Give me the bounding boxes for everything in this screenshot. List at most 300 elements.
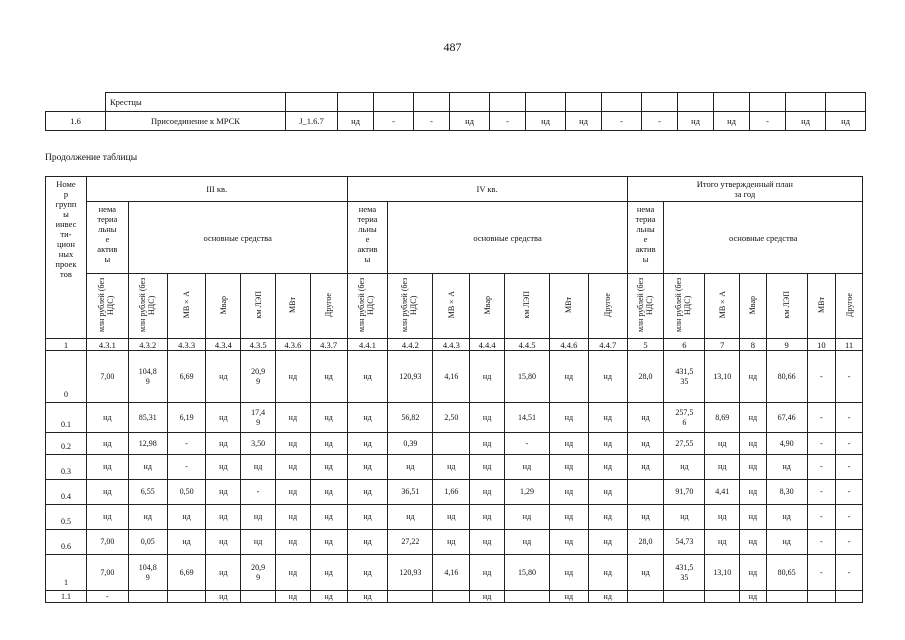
table-cell: нд <box>86 433 128 455</box>
table-cell: 15,80 <box>504 351 549 403</box>
unit-header <box>206 274 241 339</box>
table-cell: нд <box>588 555 627 591</box>
table-cell: 27,22 <box>388 530 433 555</box>
row-group-number: 0.3 <box>46 455 87 480</box>
table-cell: нд <box>275 403 310 433</box>
group-header-line: проек <box>55 259 77 269</box>
column-number: 7 <box>705 339 740 351</box>
column-number: 4.4.5 <box>504 339 549 351</box>
table-cell: 14,51 <box>504 403 549 433</box>
table-cell: нд <box>740 403 767 433</box>
unit-header-label: Мвар <box>482 295 492 315</box>
group-header-line: ти- <box>60 229 72 239</box>
table-row <box>46 591 863 603</box>
table-cell: нд <box>549 433 588 455</box>
row-group-number: 0.1 <box>46 403 87 433</box>
table-cell: нд <box>470 505 505 530</box>
table-cell <box>627 480 664 505</box>
unit-header <box>167 274 206 339</box>
table-cell: нд <box>740 530 767 555</box>
table-cell: нд <box>705 433 740 455</box>
table-cell: нд <box>310 530 347 555</box>
top-row-code: J_1.6.7 <box>286 112 338 131</box>
intangible-header-line: териа <box>97 214 118 224</box>
table-cell: нд <box>549 480 588 505</box>
intangible-header-line: льны <box>636 224 655 234</box>
top-row-krestsy <box>46 93 866 112</box>
unit-header <box>275 274 310 339</box>
intangible-header-line: актив <box>97 244 118 254</box>
unit-header-label: км ЛЭП <box>253 291 263 319</box>
header-row-column-numbers <box>46 339 863 351</box>
table-cell: 0,05 <box>128 530 167 555</box>
total-header-line1: Итого утвержденный план <box>696 179 793 189</box>
table-cell: 15,80 <box>504 555 549 591</box>
table-cell: 104,8 9 <box>128 351 167 403</box>
table-cell: 120,93 <box>388 351 433 403</box>
table-cell: - <box>807 505 836 530</box>
group-header-line: инвес <box>55 219 77 229</box>
row-group-number: 0.2 <box>46 433 87 455</box>
unit-header-label: МВт <box>288 297 298 313</box>
table-cell: нд <box>347 433 388 455</box>
top-cell: - <box>414 112 450 131</box>
table-cell: нд <box>740 480 767 505</box>
top-row-name: Присоединение к МРСК <box>106 112 286 131</box>
table-cell: нд <box>275 455 310 480</box>
top-cell: нд <box>338 112 374 131</box>
table-cell: - <box>836 433 863 455</box>
top-table-fragment <box>45 92 866 131</box>
group-header-line: ных <box>58 249 74 259</box>
table-cell: нд <box>433 455 470 480</box>
column-number: 10 <box>807 339 836 351</box>
group-header-line: Номе <box>56 179 76 189</box>
table-cell: нд <box>588 351 627 403</box>
table-cell: нд <box>549 591 588 603</box>
table-cell: - <box>807 455 836 480</box>
table-cell: нд <box>206 591 241 603</box>
table-cell: - <box>167 433 206 455</box>
table-cell: нд <box>206 480 241 505</box>
top-cell: - <box>490 112 526 131</box>
table-cell: нд <box>167 530 206 555</box>
table-cell <box>167 591 206 603</box>
top-row-mrsk <box>46 112 866 131</box>
intangible-header-line: е <box>365 234 370 244</box>
row-group-number: 0.5 <box>46 505 87 530</box>
fixed-assets-header-q3: основные средства <box>128 202 347 274</box>
top-cell: нд <box>786 112 826 131</box>
table-cell: - <box>807 555 836 591</box>
table-cell: 1,66 <box>433 480 470 505</box>
table-cell: нд <box>275 351 310 403</box>
table-row <box>46 555 863 591</box>
table-cell: нд <box>167 505 206 530</box>
table-cell: - <box>807 433 836 455</box>
column-number: 4.4.4 <box>470 339 505 351</box>
table-cell: - <box>836 480 863 505</box>
column-number: 6 <box>664 339 705 351</box>
column-number: 4.3.5 <box>241 339 276 351</box>
table-row <box>46 505 863 530</box>
table-cell: нд <box>388 455 433 480</box>
table-cell: нд <box>470 403 505 433</box>
unit-header-label: млн рублей (без НДС) <box>137 277 156 333</box>
column-number: 4.3.2 <box>128 339 167 351</box>
column-number: 11 <box>836 339 863 351</box>
column-number: 4.4.1 <box>347 339 388 351</box>
row-group-number: 0 <box>46 351 87 403</box>
intangible-header-line: актив <box>357 244 378 254</box>
group-header-line: ы <box>63 209 69 219</box>
total-header-line2: за год <box>734 189 756 199</box>
group-header-line: р <box>63 189 69 199</box>
table-cell: нд <box>766 530 807 555</box>
row-group-number: 1 <box>46 555 87 591</box>
table-cell: нд <box>627 455 664 480</box>
table-row <box>46 433 863 455</box>
group-header-line: тов <box>60 269 72 279</box>
table-cell: нд <box>766 505 807 530</box>
table-cell <box>627 591 664 603</box>
table-cell: - <box>807 530 836 555</box>
table-cell: 85,31 <box>128 403 167 433</box>
top-cell: - <box>374 112 414 131</box>
table-cell: нд <box>206 505 241 530</box>
table-cell <box>807 591 836 603</box>
table-cell: нд <box>549 530 588 555</box>
unit-header <box>433 274 470 339</box>
table-cell: нд <box>241 455 276 480</box>
unit-header-label: Другое <box>844 292 854 318</box>
table-cell: - <box>241 480 276 505</box>
table-cell: 28,0 <box>627 351 664 403</box>
table-cell: нд <box>310 555 347 591</box>
table-cell: 27,55 <box>664 433 705 455</box>
table-cell: 4,41 <box>705 480 740 505</box>
table-cell: - <box>836 351 863 403</box>
table-cell: нд <box>588 403 627 433</box>
table-cell: нд <box>206 530 241 555</box>
top-row-num: 1.6 <box>46 112 106 131</box>
unit-header <box>766 274 807 339</box>
table-cell <box>836 591 863 603</box>
unit-header <box>504 274 549 339</box>
unit-header <box>310 274 347 339</box>
unit-header <box>807 274 836 339</box>
table-cell: 54,73 <box>664 530 705 555</box>
table-cell: 0,50 <box>167 480 206 505</box>
unit-header-label: МВ×А <box>446 291 456 319</box>
table-cell: нд <box>588 433 627 455</box>
table-cell: 4,16 <box>433 351 470 403</box>
table-cell: нд <box>310 433 347 455</box>
table-cell: нд <box>549 403 588 433</box>
unit-header <box>388 274 433 339</box>
table-cell: нд <box>740 591 767 603</box>
table-cell: 3,50 <box>241 433 276 455</box>
table-cell: 431,5 35 <box>664 351 705 403</box>
table-cell <box>705 591 740 603</box>
unit-header-label: МВт <box>816 297 826 313</box>
table-cell: нд <box>275 433 310 455</box>
top-cell: - <box>602 112 642 131</box>
table-row <box>46 403 863 433</box>
table-cell: нд <box>86 403 128 433</box>
table-cell: нд <box>549 505 588 530</box>
table-cell: нд <box>588 505 627 530</box>
table-cell: нд <box>470 480 505 505</box>
table-cell: нд <box>588 530 627 555</box>
table-cell: нд <box>627 555 664 591</box>
table-cell <box>128 591 167 603</box>
intangible-header-line: льны <box>358 224 377 234</box>
table-cell: 6,19 <box>167 403 206 433</box>
unit-header-label: млн рублей (без НДС) <box>674 277 693 333</box>
table-cell: нд <box>549 555 588 591</box>
table-cell: нд <box>347 555 388 591</box>
unit-header <box>836 274 863 339</box>
intangible-header-line: нема <box>636 204 655 214</box>
table-cell: нд <box>766 455 807 480</box>
table-cell: нд <box>470 555 505 591</box>
table-cell: нд <box>310 591 347 603</box>
unit-header <box>128 274 167 339</box>
table-cell: 257,5 6 <box>664 403 705 433</box>
table-cell: нд <box>347 455 388 480</box>
table-cell: нд <box>310 480 347 505</box>
table-cell: нд <box>86 455 128 480</box>
table-cell: нд <box>470 591 505 603</box>
table-cell: нд <box>206 433 241 455</box>
table-cell: 6,55 <box>128 480 167 505</box>
table-cell: 431,5 35 <box>664 555 705 591</box>
table-cell <box>241 591 276 603</box>
intangible-header-line: ы <box>642 254 649 264</box>
table-cell: 8,30 <box>766 480 807 505</box>
table-cell: нд <box>275 505 310 530</box>
table-cell: 8,69 <box>705 403 740 433</box>
continuation-caption: Продолжение таблицы <box>45 153 138 163</box>
intangible-header-line: е <box>643 234 648 244</box>
table-cell: нд <box>86 480 128 505</box>
unit-header <box>705 274 740 339</box>
top-cell: нд <box>526 112 566 131</box>
table-cell: 20,9 9 <box>241 351 276 403</box>
table-cell: - <box>86 591 128 603</box>
unit-header <box>86 274 128 339</box>
unit-header-label: Мвар <box>748 295 758 315</box>
unit-header <box>470 274 505 339</box>
table-cell: нд <box>705 530 740 555</box>
table-cell: нд <box>470 351 505 403</box>
table-cell: 7,00 <box>86 530 128 555</box>
table-cell: нд <box>128 505 167 530</box>
unit-header <box>627 274 664 339</box>
table-cell: нд <box>740 505 767 530</box>
table-cell: нд <box>275 530 310 555</box>
table-cell: - <box>836 403 863 433</box>
table-cell: 0,39 <box>388 433 433 455</box>
table-cell: нд <box>740 433 767 455</box>
table-cell: 104,8 9 <box>128 555 167 591</box>
table-cell: нд <box>241 505 276 530</box>
table-cell: нд <box>347 591 388 603</box>
table-cell <box>664 591 705 603</box>
intangible-header-line: териа <box>357 214 378 224</box>
table-cell: 2,50 <box>433 403 470 433</box>
table-cell: нд <box>275 480 310 505</box>
table-cell: 56,82 <box>388 403 433 433</box>
table-cell: - <box>836 455 863 480</box>
table-cell: 6,69 <box>167 351 206 403</box>
table-cell: 4,90 <box>766 433 807 455</box>
table-cell: 67,46 <box>766 403 807 433</box>
intangible-header-line: нема <box>98 204 117 214</box>
top-cell: нд <box>450 112 490 131</box>
table-cell: нд <box>310 403 347 433</box>
table-cell: нд <box>347 351 388 403</box>
table-cell: нд <box>241 530 276 555</box>
table-cell: 6,69 <box>167 555 206 591</box>
fixed-assets-header-total: основные средства <box>664 202 863 274</box>
total-header <box>627 177 862 202</box>
table-cell <box>433 591 470 603</box>
table-cell: нд <box>588 591 627 603</box>
table-cell: нд <box>504 505 549 530</box>
table-cell: нд <box>740 351 767 403</box>
intangible-assets-header-total <box>627 202 664 274</box>
intangible-header-line: нема <box>358 204 377 214</box>
table-cell: нд <box>470 455 505 480</box>
column-number: 4.3.7 <box>310 339 347 351</box>
top-cell: нд <box>678 112 714 131</box>
unit-header-label: Другое <box>324 292 334 318</box>
table-cell: нд <box>504 455 549 480</box>
table-cell: - <box>167 455 206 480</box>
table-cell: - <box>504 433 549 455</box>
table-cell: 36,51 <box>388 480 433 505</box>
table-cell: 4,16 <box>433 555 470 591</box>
row-group-number: 0.6 <box>46 530 87 555</box>
table-cell: - <box>807 351 836 403</box>
table-cell <box>504 591 549 603</box>
intangible-assets-header-q4 <box>347 202 388 274</box>
table-cell: 1,29 <box>504 480 549 505</box>
group-header-line: цион <box>56 239 75 249</box>
table-cell: нд <box>206 455 241 480</box>
table-cell <box>766 591 807 603</box>
top-cell: нд <box>714 112 750 131</box>
intangible-header-line: териа <box>635 214 656 224</box>
fixed-assets-header-q4: основные средства <box>388 202 627 274</box>
unit-header-label: МВ×А <box>182 291 192 319</box>
group-number-header <box>46 177 87 339</box>
column-number: 4.4.7 <box>588 339 627 351</box>
table-cell: нд <box>275 591 310 603</box>
table-cell: нд <box>549 351 588 403</box>
unit-header-label: км ЛЭП <box>782 291 792 319</box>
column-number: 9 <box>766 339 807 351</box>
unit-header <box>740 274 767 339</box>
unit-header <box>241 274 276 339</box>
q4-header: IV кв. <box>347 177 627 202</box>
header-row-quarters <box>46 177 863 202</box>
table-row <box>46 351 863 403</box>
header-row-units <box>46 274 863 339</box>
unit-header-label: млн рублей (без НДС) <box>357 277 376 333</box>
header-row-asset-types <box>46 202 863 274</box>
table-cell: нд <box>549 455 588 480</box>
column-number: 4.3.4 <box>206 339 241 351</box>
unit-header-label: МВт <box>564 297 574 313</box>
table-cell: нд <box>388 505 433 530</box>
unit-header-label: млн рублей (без НДС) <box>97 277 116 333</box>
table-cell: 13,10 <box>705 351 740 403</box>
table-cell: нд <box>206 555 241 591</box>
table-cell: нд <box>433 505 470 530</box>
table-cell: нд <box>310 505 347 530</box>
unit-header <box>664 274 705 339</box>
table-cell: 120,93 <box>388 555 433 591</box>
intangible-header-line: ы <box>364 254 371 264</box>
table-cell: нд <box>705 505 740 530</box>
row-group-number: 0.4 <box>46 480 87 505</box>
table-cell: нд <box>627 505 664 530</box>
intangible-header-line: актив <box>635 244 656 254</box>
table-cell: - <box>807 480 836 505</box>
table-cell: нд <box>347 530 388 555</box>
table-cell: 7,00 <box>86 555 128 591</box>
top-cell: - <box>642 112 678 131</box>
table-cell: нд <box>347 403 388 433</box>
unit-header-label: Мвар <box>218 295 228 315</box>
unit-header <box>588 274 627 339</box>
intangible-header-line: ы <box>104 254 111 264</box>
table-cell: нд <box>588 480 627 505</box>
table-cell: - <box>836 530 863 555</box>
q3-header: III кв. <box>86 177 347 202</box>
page-number: 487 <box>443 40 462 54</box>
table-cell: нд <box>206 403 241 433</box>
unit-header-label: МВ×А <box>717 291 727 319</box>
table-cell: 80,65 <box>766 555 807 591</box>
table-cell: нд <box>740 455 767 480</box>
group-header-line: групп <box>55 199 77 209</box>
main-table-body <box>46 351 863 603</box>
top-row-label: Крестцы <box>106 93 286 112</box>
table-cell: нд <box>275 555 310 591</box>
table-cell: 80,66 <box>766 351 807 403</box>
column-number: 4.3.1 <box>86 339 128 351</box>
table-cell <box>388 591 433 603</box>
unit-header-label: млн рублей (без НДС) <box>635 277 654 333</box>
group-number-header-text <box>46 179 86 279</box>
unit-header <box>347 274 388 339</box>
table-cell: нд <box>740 555 767 591</box>
column-number: 8 <box>740 339 767 351</box>
table-cell: нд <box>310 455 347 480</box>
column-number: 4.3.6 <box>275 339 310 351</box>
column-number: 4.4.6 <box>549 339 588 351</box>
table-row <box>46 455 863 480</box>
table-cell: нд <box>310 351 347 403</box>
column-number: 5 <box>627 339 664 351</box>
unit-header-label: км ЛЭП <box>522 291 532 319</box>
table-cell: 7,00 <box>86 351 128 403</box>
table-cell: 91,70 <box>664 480 705 505</box>
